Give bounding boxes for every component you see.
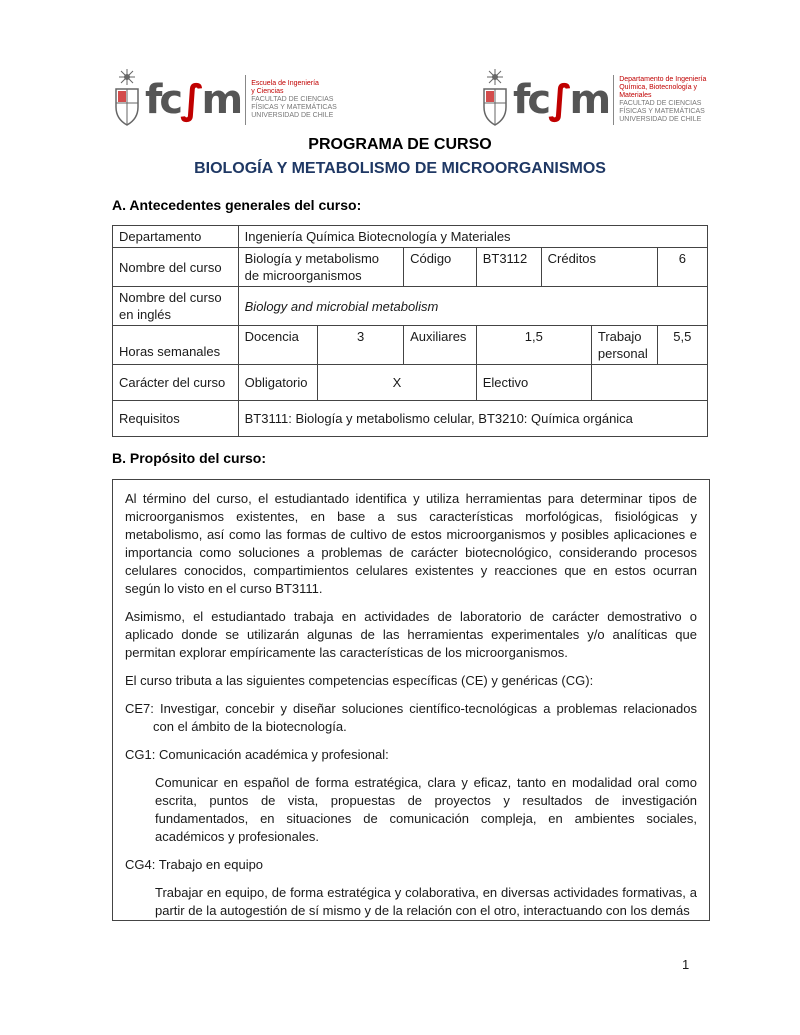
logo-left-line: FACULTAD DE CIENCIAS (251, 96, 334, 103)
purpose-paragraph: Asimismo, el estudiantado trabaja en actividades de laboratorio de carácter demostrativo o aplicado donde se utilizarán algunas de las herramientas experimentales y/o analíticas que permitan explorar empíricamente las características de los microorganismos. (125, 609, 697, 660)
cell-label: Código (404, 248, 477, 287)
cell-value: Biología y metabolismo de microorganismos (238, 248, 403, 287)
logo-right-text (619, 76, 706, 124)
logo-right-line: Departamento de Ingeniería (619, 76, 707, 83)
cell-label: Trabajo personal (591, 326, 657, 365)
university-seal-icon (112, 69, 142, 131)
logo-right-line: Química, Biotecnología y (619, 84, 698, 91)
cell-label: Nombre del curso (113, 248, 239, 287)
cell-value: 3 (318, 326, 404, 365)
table-row (113, 401, 708, 437)
cell-label: Auxiliares (404, 326, 477, 365)
table-row (113, 248, 708, 287)
section-b-heading: B. Propósito del curso: (112, 450, 267, 466)
table-row (113, 226, 708, 248)
logo-right-line: UNIVERSIDAD DE CHILE (619, 116, 702, 123)
competence-cg4-text: Trabajar en equipo, de forma estratégica y colaborativa, en diversas actividades formativas, a partir de la autogestión de sí mismo y de la relación con el otro, interactuando con los demás (155, 885, 697, 918)
course-title: BIOLOGÍA Y METABOLISMO DE MICROORGANISMOS (194, 160, 606, 177)
cell-label: Docencia (238, 326, 318, 365)
logo-left-text (251, 80, 337, 120)
cell-value: X (318, 365, 476, 401)
competence-ce7: CE7: Investigar, concebir y diseñar soluciones científico-tecnológicas a problemas relacionados con el ámbito de la biotecnología. (125, 701, 697, 734)
logo-left-line: Escuela de Ingeniería (251, 80, 319, 87)
cell-label: Horas semanales (113, 326, 239, 365)
fcfm-wordmark: fc∫m (145, 77, 241, 123)
competence-cg1-text: Comunicar en español de forma estratégica, clara y eficaz, tanto en modalidad oral como escrita, puntos de vista, propuestas de proyectos y resultados de investigación fundamentados, en situaciones de comunicación compleja, en ambientes sociales, académicos y profesionales. (155, 775, 697, 844)
logo-left-line: UNIVERSIDAD DE CHILE (251, 112, 334, 119)
page-title: PROGRAMA DE CURSO (308, 136, 492, 153)
logo-right-line: FÍSICAS Y MATEMÁTICAS (619, 108, 705, 115)
competence-cg1-title: CG1: Comunicación académica y profesional: (125, 747, 389, 762)
logo-escuela (112, 68, 337, 132)
course-info-table (112, 225, 708, 437)
cell-value: 1,5 (476, 326, 591, 365)
purpose-paragraph: Al término del curso, el estudiantado identifica y utiliza herramientas para determinar tipos de microorganismos existentes, en base a sus características morfológicas, fisiológicas y metabolismo, así como las formas de cultivo de estos microorganismos y posibles aplicaciones e importancia como soluciones a problemas de carácter biotecnológico, considerando procesos celulares conocidos, compartimientos celulares existentes y reacciones que en estos ocurran según lo visto en el curso BT3111. (125, 491, 697, 596)
cell-value: Biology and microbial metabolism (238, 287, 707, 326)
page-number: 1 (682, 957, 690, 972)
cell-value: BT3112 (476, 248, 541, 287)
section-a-heading: A. Antecedentes generales del curso: (112, 197, 362, 213)
logo-right-line: FACULTAD DE CIENCIAS (619, 100, 702, 107)
table-row (113, 326, 708, 365)
cell-value: 5,5 (657, 326, 707, 365)
purpose-paragraph: El curso tributa a las siguientes competencias específicas (CE) y genéricas (CG): (125, 673, 594, 688)
cell-label: Carácter del curso (113, 365, 239, 401)
table-row (113, 287, 708, 326)
cell-label: Electivo (476, 365, 591, 401)
purpose-box (112, 479, 710, 921)
logo-left-line: y Ciencias (251, 88, 284, 95)
cell-label: Departamento (113, 226, 239, 248)
logo-left-line: FÍSICAS Y MATEMÁTICAS (251, 104, 337, 111)
cell-label: Nombre del curso en inglés (113, 287, 239, 326)
logo-right-line: Materiales (619, 92, 652, 99)
fcfm-wordmark: fc∫m (513, 77, 609, 123)
cell-value (591, 365, 707, 401)
cell-value: Ingeniería Química Biotecnología y Materiales (238, 226, 707, 248)
cell-label: Créditos (541, 248, 657, 287)
cell-value: 6 (657, 248, 707, 287)
logo-departamento (480, 68, 706, 132)
cell-label: Requisitos (113, 401, 239, 437)
table-row (113, 365, 708, 401)
competence-cg4-title: CG4: Trabajo en equipo (125, 857, 264, 872)
cell-label: Obligatorio (238, 365, 318, 401)
university-seal-icon (480, 69, 510, 131)
cell-value: BT3111: Biología y metabolismo celular, BT3210: Química orgánica (238, 401, 707, 437)
